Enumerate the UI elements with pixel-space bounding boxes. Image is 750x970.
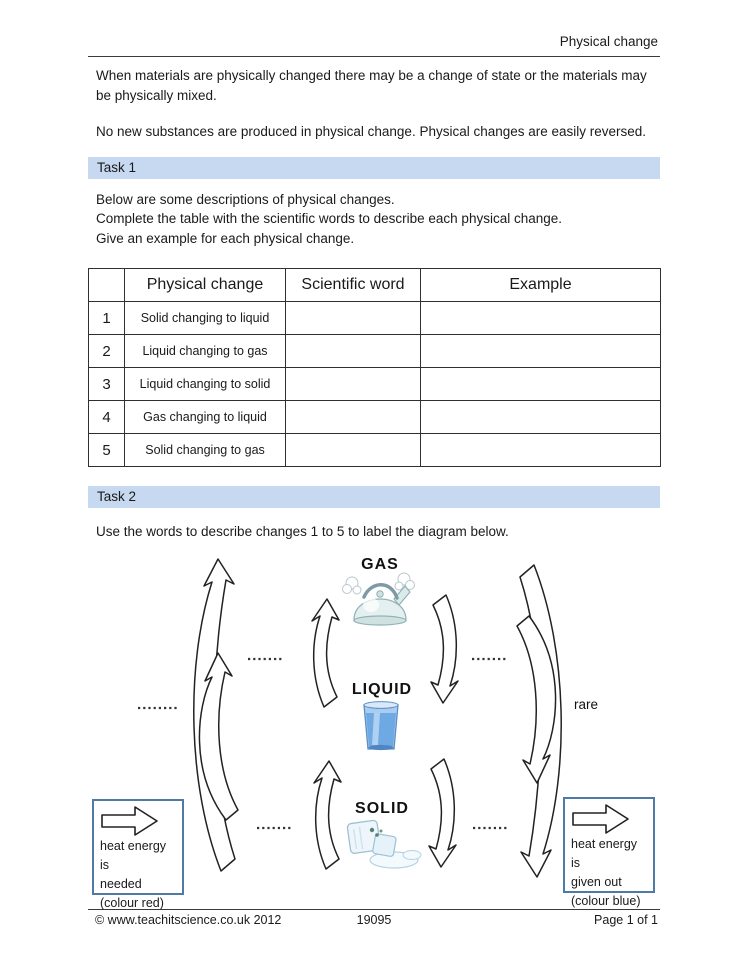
table-row — [89, 302, 661, 335]
heat-needed-line: needed — [100, 876, 142, 891]
example-answer-cell[interactable] — [421, 434, 661, 467]
task1-instruction-line: Complete the table with the scientific words to describe each physical change. — [96, 211, 563, 227]
scientific-word-answer-cell[interactable] — [286, 401, 421, 434]
ice-cubes-image — [347, 820, 421, 868]
liquid-to-solid-down-arrow — [429, 759, 456, 867]
scientific-word-answer-cell[interactable] — [286, 302, 421, 335]
row-number: 5 — [89, 434, 125, 467]
scientific-word-answer-cell[interactable] — [286, 335, 421, 368]
gas-to-liquid-down-arrow — [431, 595, 458, 703]
physical-change-table — [88, 268, 661, 467]
row-change-label: Solid changing to gas — [125, 434, 286, 467]
heat-given-out-line: (colour blue) — [571, 893, 641, 908]
table-header-row — [89, 269, 661, 302]
task2-heading: Task 2 — [88, 486, 660, 508]
row-number: 2 — [89, 335, 125, 368]
liquid-label: LIQUID — [351, 681, 413, 699]
heat-given-out-line: heat energy is — [571, 837, 638, 871]
row-change-label: Gas changing to liquid — [125, 401, 286, 434]
intro-paragraph-2: No new substances are produced in physical change. Physical changes are easily reversed. — [96, 124, 647, 140]
footer-doc-id: 19095 — [356, 913, 392, 928]
page-title: Physical change — [559, 34, 658, 49]
solid-label: SOLID — [355, 800, 409, 818]
footer — [88, 910, 660, 927]
row-number: 1 — [89, 302, 125, 335]
heat-needed-line: heat energy is — [100, 839, 167, 873]
liquid-to-gas-up-arrow — [312, 599, 339, 707]
footer-copyright: © www.teachitscience.co.uk 2012 — [95, 913, 282, 928]
header-rule — [88, 56, 660, 57]
example-answer-cell[interactable] — [421, 401, 661, 434]
row-number: 3 — [89, 368, 125, 401]
task2-instruction: Use the words to describe changes 1 to 5 to label the diagram below. — [96, 524, 509, 540]
table-header-scientific-word: Scientific word — [286, 269, 421, 302]
heat-given-out-line: given out — [571, 874, 622, 889]
table-row — [89, 434, 661, 467]
gas-label: GAS — [361, 556, 399, 574]
states-of-matter-diagram — [85, 547, 679, 910]
heat-needed-box — [92, 799, 184, 910]
example-answer-cell[interactable] — [421, 368, 661, 401]
task1-instruction-line: Give an example for each physical change. — [96, 230, 355, 246]
heat-needed-line: (colour red) — [100, 895, 164, 910]
solid-to-liquid-up-arrow — [314, 761, 341, 869]
kettle-image — [343, 573, 415, 625]
table-header-physical-change: Physical change — [125, 269, 286, 302]
footer-page-number: Page 1 of 1 — [594, 913, 658, 928]
right-arrow-icon — [101, 806, 159, 836]
heat-given-out-box — [563, 797, 655, 908]
row-change-label: Liquid changing to gas — [125, 335, 286, 368]
right-arrow-icon — [572, 804, 630, 834]
table-header-example: Example — [421, 269, 661, 302]
row-number: 4 — [89, 401, 125, 434]
row-change-label: Liquid changing to solid — [125, 368, 286, 401]
table-row — [89, 368, 661, 401]
task1-instruction-line: Below are some descriptions of physical changes. — [96, 191, 395, 207]
table-row — [89, 401, 661, 434]
rare-label: rare — [574, 697, 599, 713]
example-answer-cell[interactable] — [421, 335, 661, 368]
scientific-word-answer-cell[interactable] — [286, 434, 421, 467]
water-glass-image — [364, 702, 398, 751]
scientific-word-answer-cell[interactable] — [286, 368, 421, 401]
table-row — [89, 335, 661, 368]
intro-paragraph-1: When materials are physically changed there may be a change of state or the materials may be physically mixed. — [96, 68, 647, 103]
task1-instructions — [96, 190, 652, 249]
example-answer-cell[interactable] — [421, 302, 661, 335]
task1-heading: Task 1 — [88, 157, 660, 179]
table-header-number — [89, 269, 125, 302]
row-change-label: Solid changing to liquid — [125, 302, 286, 335]
